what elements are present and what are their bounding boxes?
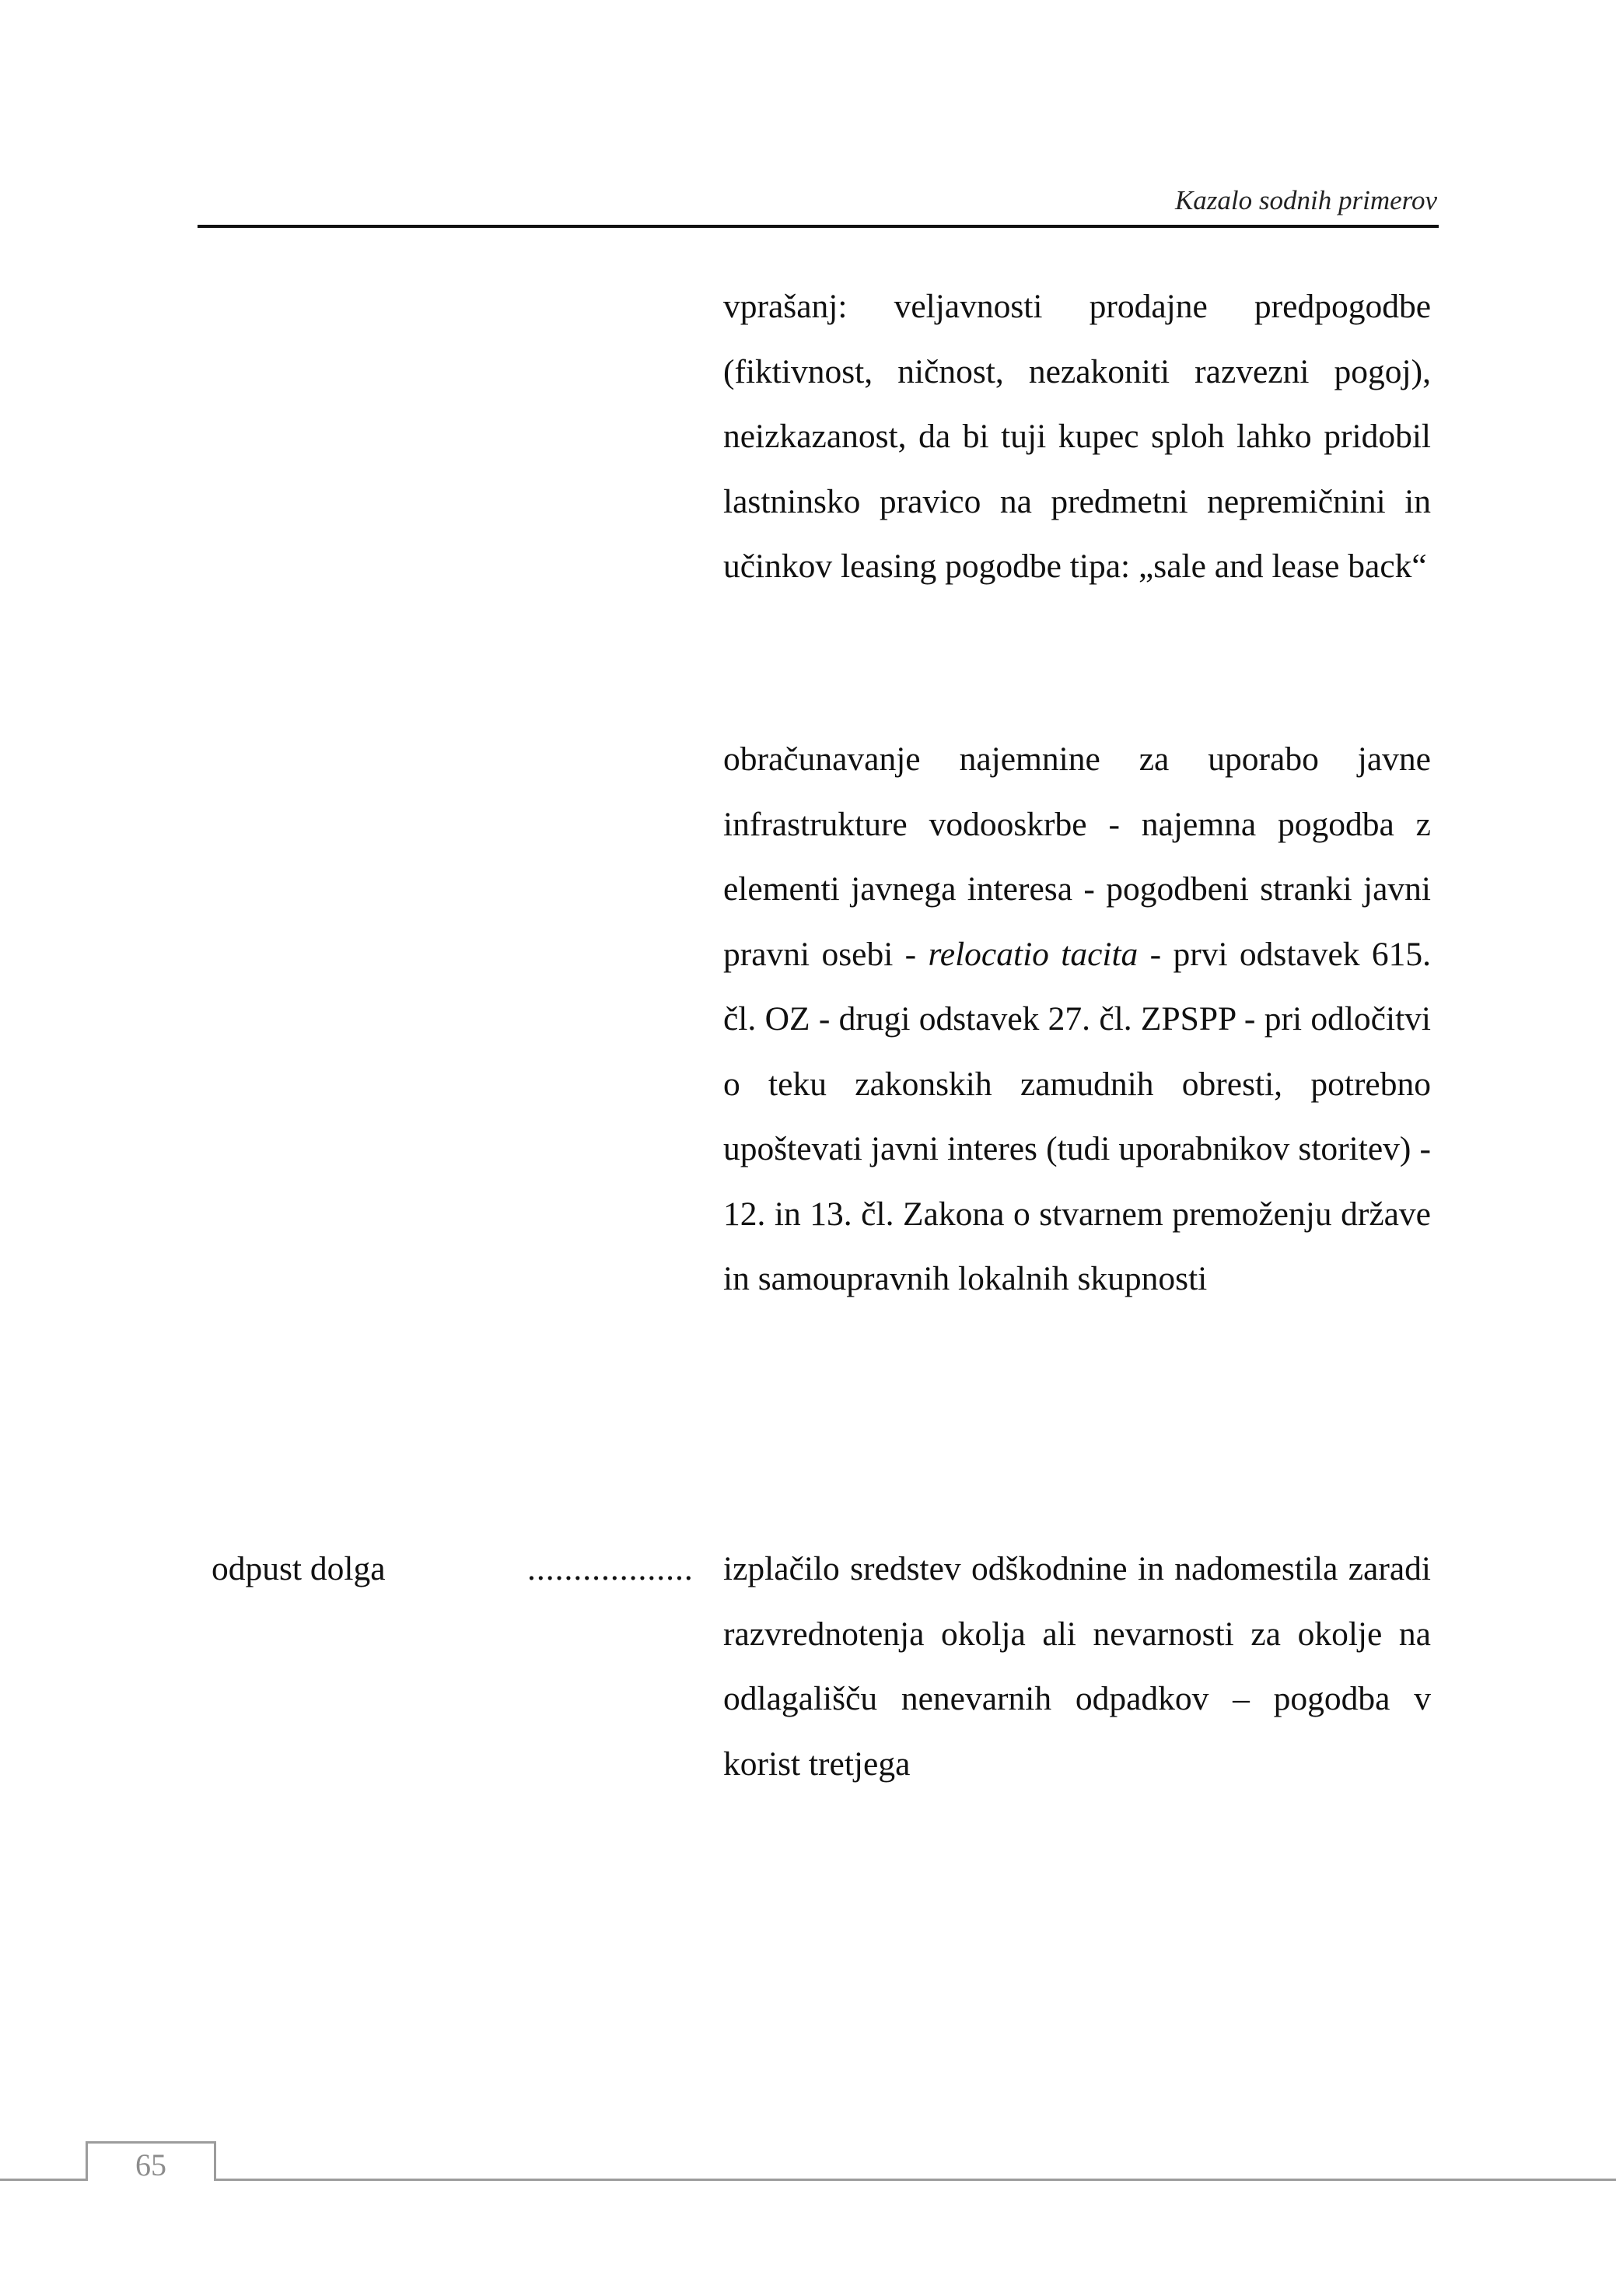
latin-term: relocatio tacita [928,935,1139,973]
running-header: Kazalo sodnih primerov [1174,185,1437,215]
entry-text [723,727,1431,1312]
header-rule [198,225,1439,228]
entry-text-part: - prvi odstavek 615. čl. OZ - drugi odstavek 27. čl. ZPSPP - pri odločitvi o teku zakonskih zamudnih obresti, potrebno upoštevati javni interes (tudi uporabnikov storitev) - 12. in 13. čl. Zakona o stvarnem premoženju države in samoupravnih lokalnih skupnosti [723,935,1431,1297]
dot-leader: .................. [527,1550,694,1587]
page-number: 65 [135,2147,166,2182]
entry-continuation-text: vprašanj: veljavnosti prodajne predpogodbe (fiktivnost, ničnost, nezakoniti razvezni pogoj), neizkazanost, da bi tuji kupec sploh lahko pridobil lastninsko pravico na predmetni nepremičnini in učinkov leasing pogodbe tipa: „sale and lease back“ [723,288,1431,585]
entry-text-part: obračunavanje najemnine za uporabo javne infrastrukture vodooskrbe - najemna pogodba z elementi javnega interesa - pogodbeni stranki javni pravni osebi - [723,740,1431,973]
footer-rule-left [0,2179,86,2181]
index-term: odpust dolga [212,1550,386,1587]
entry-text: izplačilo sredstev odškodnine in nadomestila zaradi razvrednotenja okolja ali nevarnosti za okolje na odlagališču nenevarnih odpadkov – pogodba v korist tretjega [723,1550,1431,1783]
footer-rule-right [216,2179,1616,2181]
